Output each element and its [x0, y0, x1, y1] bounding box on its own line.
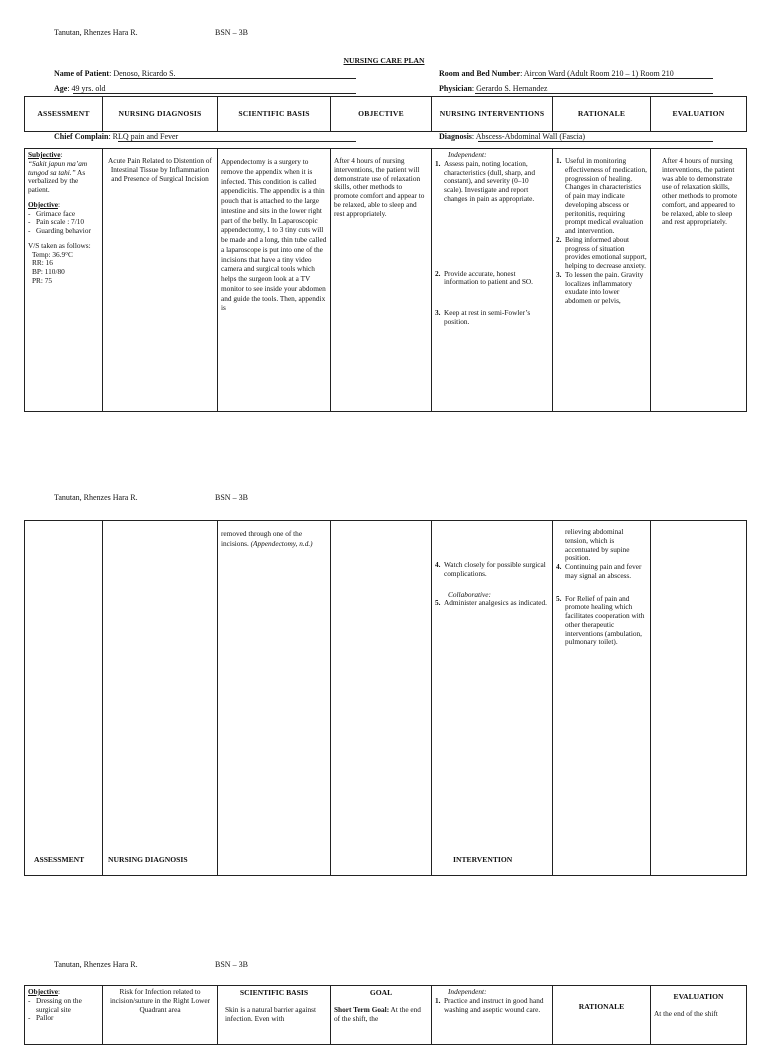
interventions-cell — [432, 149, 553, 412]
rationale-continued-text: relieving abdominal tension, which is accentuated by supine position. — [565, 527, 630, 563]
nursing-diagnosis-cell — [103, 149, 218, 412]
rationale-item: 2. Being informed about progress of situation provides emotional support, helping to decrease anxiety. — [556, 234, 647, 270]
basis-citation: (Appendectomy, n.d.) — [250, 538, 313, 548]
intervention-item: 1. Practice and instruct in good hand washing and aseptic wound care. — [435, 995, 544, 1014]
collaborative-item: 5. Administer analgesics as indicated. — [435, 598, 547, 608]
risk-infection-table — [24, 985, 747, 1045]
objective-cell — [331, 149, 432, 412]
scientific-basis-cell — [218, 521, 331, 876]
rationale-item: 1. Useful in monitoring effectiveness of medication, progression of healing. Changes in characteristics of pain may indicate developing abscess or peritonitis, requiring prompt medical evaluation and intervention. — [556, 156, 647, 235]
interventions-cell — [432, 521, 553, 876]
header-evaluation: EVALUATION — [651, 97, 747, 132]
room-rule — [533, 78, 713, 79]
collaborative-label: Collaborative: — [448, 589, 491, 599]
nursing-diagnosis-cell — [103, 521, 218, 876]
vs-label: V/S taken as follows: — [28, 240, 91, 250]
age-label: Age — [54, 84, 68, 93]
student-name: Tanutan, Rhenzes Hara R. — [54, 960, 138, 969]
interventions-cell — [432, 986, 553, 1045]
vs-item: Temp: 36.9°C — [32, 249, 73, 259]
physician-value: : Gerardo S. Hernandez — [471, 84, 548, 93]
complaint-value: : RLQ pain and Fever — [108, 132, 179, 141]
diagnosis-rule — [478, 141, 713, 142]
age-value: : 49 yrs. old — [67, 84, 106, 93]
patient-rule — [120, 78, 356, 79]
student-section: BSN – 3B — [215, 493, 248, 502]
header-evaluation: EVALUATION — [673, 992, 724, 1001]
objective-cell — [331, 521, 432, 876]
vs-item: BP: 110/80 — [32, 267, 65, 276]
diagnosis-label: Diagnosis — [439, 132, 472, 141]
objective-label: Objective — [28, 199, 58, 209]
subjective-after: As verbalized by the patient. — [28, 167, 86, 194]
nursing-diagnosis-cell — [103, 986, 218, 1045]
evaluation-cell — [651, 986, 747, 1045]
rationale-cell — [553, 149, 651, 412]
care-plan-continued-table — [24, 520, 747, 876]
intervention-item: 1. Assess pain, noting location, characteristics (dull, sharp, and constant), and severity (0–10 scale). Investigate and report changes in pain as appropriate. — [435, 158, 535, 203]
room-label: Room and Bed Number — [439, 69, 521, 78]
room-value: : Aircon Ward (Adult Room 210 – 1) Room 210 — [520, 69, 674, 78]
footer-assessment: ASSESSMENT — [34, 855, 85, 864]
evaluation-text: At the end of the shift — [654, 1009, 718, 1019]
intervention-item: 4. Watch closely for possible surgical complications. — [435, 560, 546, 578]
header-nursing-diagnosis: NURSING DIAGNOSIS — [103, 97, 218, 132]
header-goal: GOAL — [369, 988, 393, 997]
independent-label: Independent: — [448, 987, 487, 996]
rationale-cell — [553, 521, 651, 876]
footer-intervention: INTERVENTION — [453, 855, 513, 864]
evaluation-cell — [651, 521, 747, 876]
rationale-item: 3. To lessen the pain. Gravity localizes inflammatory exudate into lower abdomen or pelvis, — [556, 269, 644, 305]
objective-item: Pain scale : 7/10 — [36, 217, 85, 227]
rationale-cell — [553, 986, 651, 1045]
rationale-item: 5. For Relief of pain and promote healing which facilitates cooperation with other therapeutic interventions (ambulation, pulmonary toilet). — [556, 593, 645, 647]
objective-label: Objective — [28, 987, 58, 996]
patient-label: Name of Patient — [54, 69, 110, 78]
basis-continued-text: removed through one of the incisions. — [221, 529, 303, 548]
assessment-cell — [25, 521, 103, 876]
care-plan-header-table — [24, 96, 747, 132]
physician-rule — [475, 93, 713, 94]
student-section: BSN – 3B — [215, 28, 248, 37]
diagnosis-value: : Abscess-Abdominal Wall (Fascia) — [471, 132, 586, 141]
header-assessment: ASSESSMENT — [25, 97, 103, 132]
objective-item: Guarding behavior — [36, 226, 91, 235]
student-name: Tanutan, Rhenzes Hara R. — [54, 28, 138, 37]
vs-item: PR: 75 — [32, 275, 53, 285]
subjective-quote: “Sakit japun ma’am tungod sa tahi.” — [28, 158, 88, 177]
rationale-item: 4. Continuing pain and fever may signal an abscess. — [556, 562, 642, 580]
student-name: Tanutan, Rhenzes Hara R. — [54, 493, 138, 502]
age-rule — [73, 93, 356, 94]
scientific-basis-text: Appendectomy is a surgery to remove the appendix when it is infected. This condition is called appendicitis. The appendix is a thin pouch that is attached to the large intestine and sits in the lower right part of the belly. In Laparoscopic appendectomy, 1 to 3 tiny cuts will be made and a long, thin tube called a laparoscope is put into one of the incisions that have a tiny video camera and surgical tools which helps the surgeon look at a TV monitor to see inside your abdomen and guide the tools. Then, appendix is — [221, 157, 327, 313]
physician-label: Physician — [439, 84, 472, 93]
complaint-rule — [118, 141, 356, 142]
header-scientific-basis: SCIENTIFIC BASIS — [218, 97, 331, 132]
header-rationale: RATIONALE — [553, 97, 651, 132]
header-nursing-interventions: NURSING INTERVENTIONS — [432, 97, 553, 132]
scientific-basis-text: Skin is a natural barrier against infection. Even with — [225, 1005, 316, 1023]
header-rationale: RATIONALE — [578, 1002, 625, 1011]
subjective-label: Subjective — [28, 150, 61, 159]
intervention-item: 2. Provide accurate, honest information to patient and SO. — [435, 268, 533, 287]
footer-nursing-diagnosis: NURSING DIAGNOSIS — [108, 855, 188, 864]
student-section: BSN – 3B — [215, 960, 248, 969]
patient-value: : Denoso, Ricardo S. — [109, 69, 176, 78]
care-plan-body-table — [24, 148, 747, 412]
evaluation-text: After 4 hours of nursing interventions, the patient was able to demonstrate use of relaxation skills, other methods to promote comfort, and appeared to be relaxed, able to sleep and rest appropriately. — [662, 156, 738, 227]
objective-item: Pallor — [36, 1013, 54, 1023]
scientific-basis-cell — [218, 149, 331, 412]
assessment-cell: Objective: - Dressing on the surgical site - Pallor — [25, 986, 103, 1045]
nursing-diagnosis-text: Acute Pain Related to Distention of Intestinal Tissue by Inflammation and Presence of Surgical Incision — [108, 156, 212, 183]
objective-item: Grimace face — [36, 208, 76, 218]
scientific-basis-cell — [218, 986, 331, 1045]
goal-cell — [331, 986, 432, 1045]
goal-text: At the end of the shift, the — [334, 1005, 421, 1023]
header-scientific-basis: SCIENTIFIC BASIS — [239, 988, 309, 997]
objective-item: Dressing on the surgical site — [36, 995, 82, 1014]
page-title: NURSING CARE PLAN — [343, 56, 425, 65]
nursing-diagnosis-text: Risk for Infection related to incision/suture in the Right Lower Quadrant area — [109, 987, 211, 1014]
assessment-cell: Subjective: “Sakit japun ma’am tungod sa tahi.” As verbalized by the patient. Objective: - Grimace face - Pain scale : 7/10 - Guarding behavior V/S taken as follows: Temp: 36.9°C RR: 16 BP: 110/80 PR: 75 — [25, 149, 103, 412]
complaint-label: Chief Complain — [54, 132, 109, 141]
independent-label: Independent: — [448, 150, 487, 159]
goal-label: Short Term Goal: — [334, 1005, 390, 1015]
evaluation-cell — [651, 149, 747, 412]
objective-text: After 4 hours of nursing interventions, the patient will demonstrate use of relaxation skills, other methods to promote comfort and appear to be relaxed, able to sleep and rest appropriately. — [334, 156, 425, 218]
vs-item: RR: 16 — [32, 258, 53, 268]
header-objective: OBJECTIVE — [331, 97, 432, 132]
intervention-item: 3. Keep at rest in semi-Fowler’s position. — [435, 308, 531, 326]
